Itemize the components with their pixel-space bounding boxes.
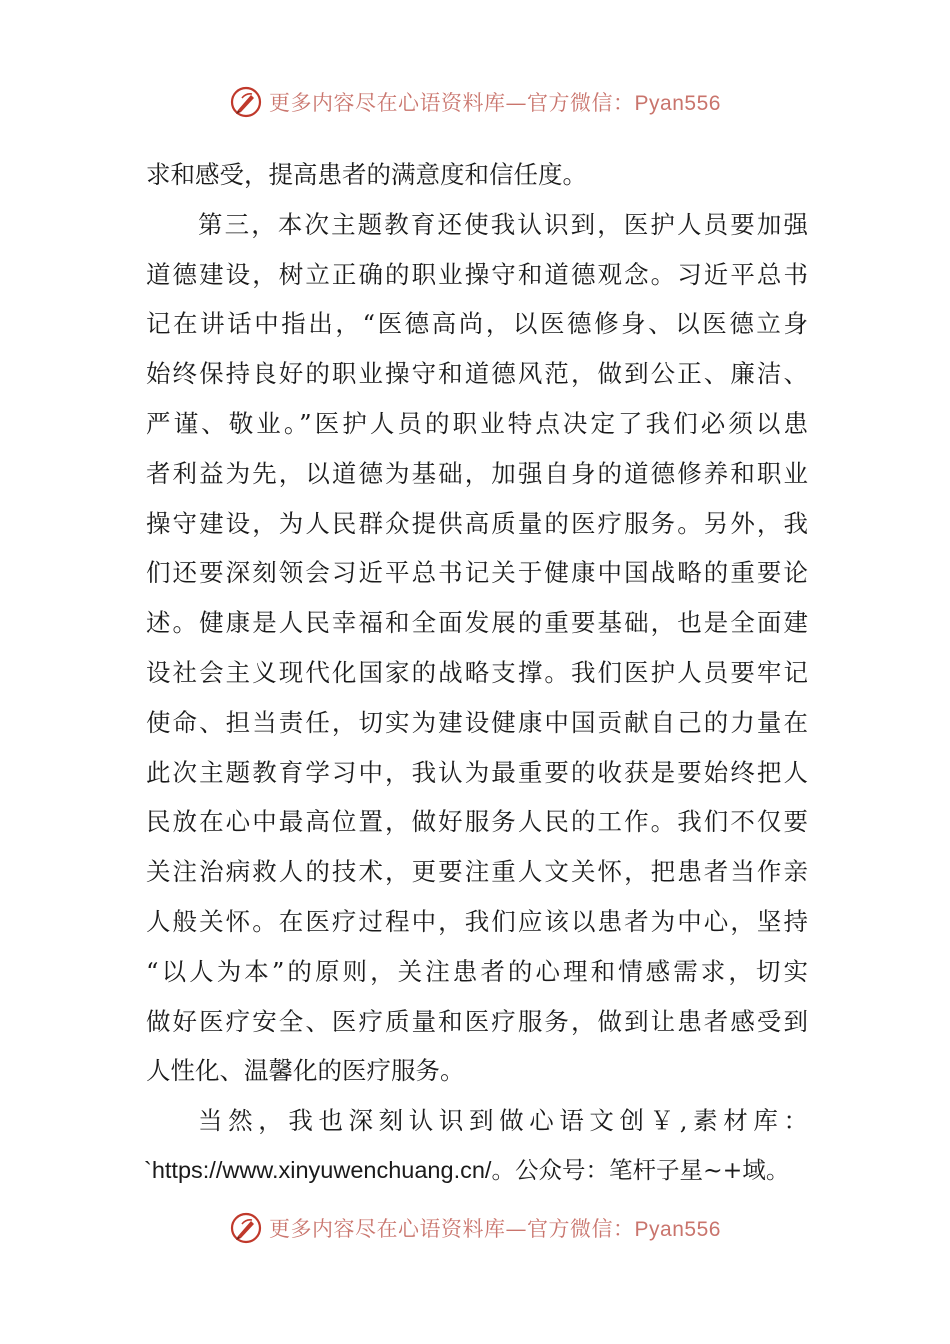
paragraph-line: 述。健康是人民幸福和全面发展的重要基础，也是全面建 [146,608,808,638]
paragraph-line: 们还要深刻领会习近平总书记关于健康中国战略的重要论 [146,558,808,588]
paragraph-line: 第三，本次主题教育还使我认识到，医护人员要加强 [198,209,808,239]
paragraph-line: 道德建设，树立正确的职业操守和道德观念。习近平总书 [146,259,808,289]
paragraph-line: 设社会主义现代化国家的战略支撑。我们医护人员要牢记 [146,657,808,687]
document-body [146,150,808,1196]
pen-logo-icon [229,85,263,119]
footer-banner [0,1208,950,1248]
paragraph-line: 关注治病救人的技术，更要注重人文关怀，把患者当作亲 [146,857,808,887]
website-link[interactable]: `https://www.xinyuwenchuang.cn/ [144,1156,492,1183]
paragraph-line: 者利益为先，以道德为基础，加强自身的道德修养和职业 [146,458,808,488]
pen-logo-icon [229,1211,263,1245]
paragraph-line: 始终保持良好的职业操守和道德风范，做到公正、廉洁、 [146,359,808,389]
paragraph-line: 人般关怀。在医疗过程中，我们应该以患者为中心，坚持 [146,906,808,936]
header-banner [0,82,950,122]
url-line [144,1146,808,1196]
paragraph-line: 求和感受，提高患者的满意度和信任度。 [146,160,587,189]
paragraph-line: 当然，我也深刻认识到做心语文创￥,素材库： [198,1106,808,1136]
banner-handle: Pyan556 [634,1218,721,1241]
banner-text: 更多内容尽在心语资料库—官方微信：Pyan556 [269,91,721,115]
paragraph-line: 使命、担当责任，切实为建设健康中国贡献自己的力量在 [146,707,808,737]
banner-text: 更多内容尽在心语资料库—官方微信：Pyan556 [269,1217,721,1241]
paragraph-line: “以人为本”的原则，关注患者的心理和情感需求，切实 [146,956,808,986]
paragraph-line: 此次主题教育学习中，我认为最重要的收获是要始终把人 [146,757,808,787]
paragraph-line: 严谨、敬业。”医护人员的职业特点决定了我们必须以患 [146,408,808,438]
paragraph-line: 人性化、温馨化的医疗服务。 [146,1056,465,1086]
paragraph-line: 操守建设，为人民群众提供高质量的医疗服务。另外，我 [146,508,808,538]
banner-handle: Pyan556 [634,92,721,115]
paragraph-line: 民放在心中最高位置，做好服务人民的工作。我们不仅要 [146,807,808,837]
paragraph-line: 做好医疗安全、医疗质量和医疗服务，做到让患者感受到 [146,1006,808,1036]
url-suffix: 。公众号：笔杆子星~+域。 [491,1155,790,1184]
paragraph-line: 记在讲话中指出，“医德高尚，以医德修身、以医德立身 [146,309,808,339]
